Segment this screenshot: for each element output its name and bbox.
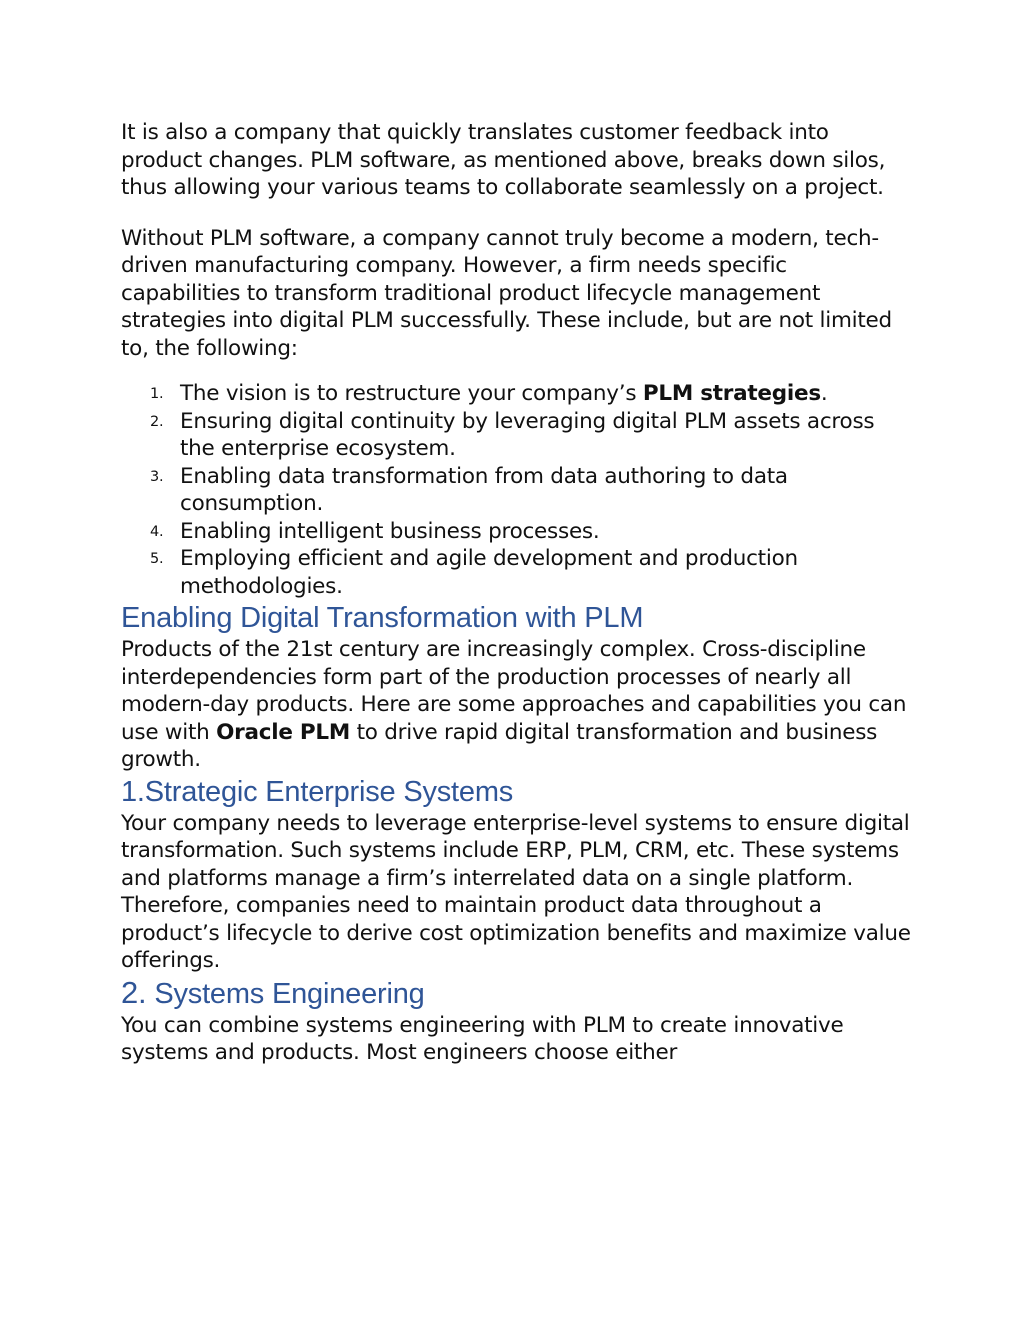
paragraph-text-end: to drive rapid digital transformation and business growth. xyxy=(121,719,878,772)
heading-text: Systems Engineering xyxy=(146,977,425,1010)
list-item-number: 3. xyxy=(150,468,164,485)
list-item xyxy=(121,463,911,518)
list-item-text-end: . xyxy=(820,381,828,406)
heading-number: 2. xyxy=(121,974,147,1010)
paragraph-bold-text: Oracle PLM xyxy=(216,719,351,745)
list-item-number: 4. xyxy=(150,523,164,540)
intro-paragraph: It is also a company that quickly translates customer feedback into product changes. PLM software, as mentioned above, breaks down silos, thus allowing your various teams to collaborate seamlessly on a project. xyxy=(121,120,886,200)
list-item-text: Employing efficient and agile development and production methodologies. xyxy=(180,546,798,599)
document-page xyxy=(121,119,911,1067)
list-item-text: Enabling data transformation from data authoring to data consumption. xyxy=(180,463,788,516)
list-item-bold-text: PLM strategies xyxy=(642,381,821,406)
list-item-number: 2. xyxy=(150,413,164,430)
systems-engineering-paragraph: You can combine systems engineering with PLM to create innovative systems and products. Most engineers choose either xyxy=(121,1012,844,1065)
list-item-number: 1. xyxy=(150,386,164,402)
section-heading-digital-transformation: Enabling Digital Transformation with PLM xyxy=(121,602,644,634)
list-item xyxy=(121,518,911,546)
list-item xyxy=(121,380,911,408)
digital-transformation-paragraph xyxy=(121,636,911,774)
enterprise-systems-paragraph: Your company needs to leverage enterprise-level systems to ensure digital transformation. Such systems include ERP, PLM, CRM, etc. These systems and platforms manage a firm’s interrelated data on a single platform. Therefore, companies need to maintain product data throughout a product’s lifecycle to derive cost optimization benefits and maximize value offerings. xyxy=(121,810,911,973)
list-item-text: Enabling intelligent business processes. xyxy=(180,518,600,544)
list-item-text: Ensuring digital continuity by leveraging digital PLM assets across the enterprise ecosystem. xyxy=(180,408,875,461)
list-item xyxy=(121,408,911,463)
list-item xyxy=(121,545,911,600)
paragraph-text: Products of the 21st century are increasingly complex. Cross-discipline interdependencies form part of the production processes of nearly all modern-day products. Here are some approaches and capabilities you can use with xyxy=(121,637,907,745)
capabilities-paragraph: Without PLM software, a company cannot truly become a modern, tech-driven manufacturing company. However, a firm needs specific capabilities to transform traditional product lifecycle management strategies into digital PLM successfully. These include, but are not limited to, the following: xyxy=(121,225,892,361)
capabilities-list xyxy=(121,380,911,600)
section-heading-systems-engineering xyxy=(121,975,911,1012)
list-item-number: 5. xyxy=(150,551,164,567)
section-heading-enterprise-systems: 1.Strategic Enterprise Systems xyxy=(121,775,514,808)
list-item-text: The vision is to restructure your company’s xyxy=(180,381,643,406)
